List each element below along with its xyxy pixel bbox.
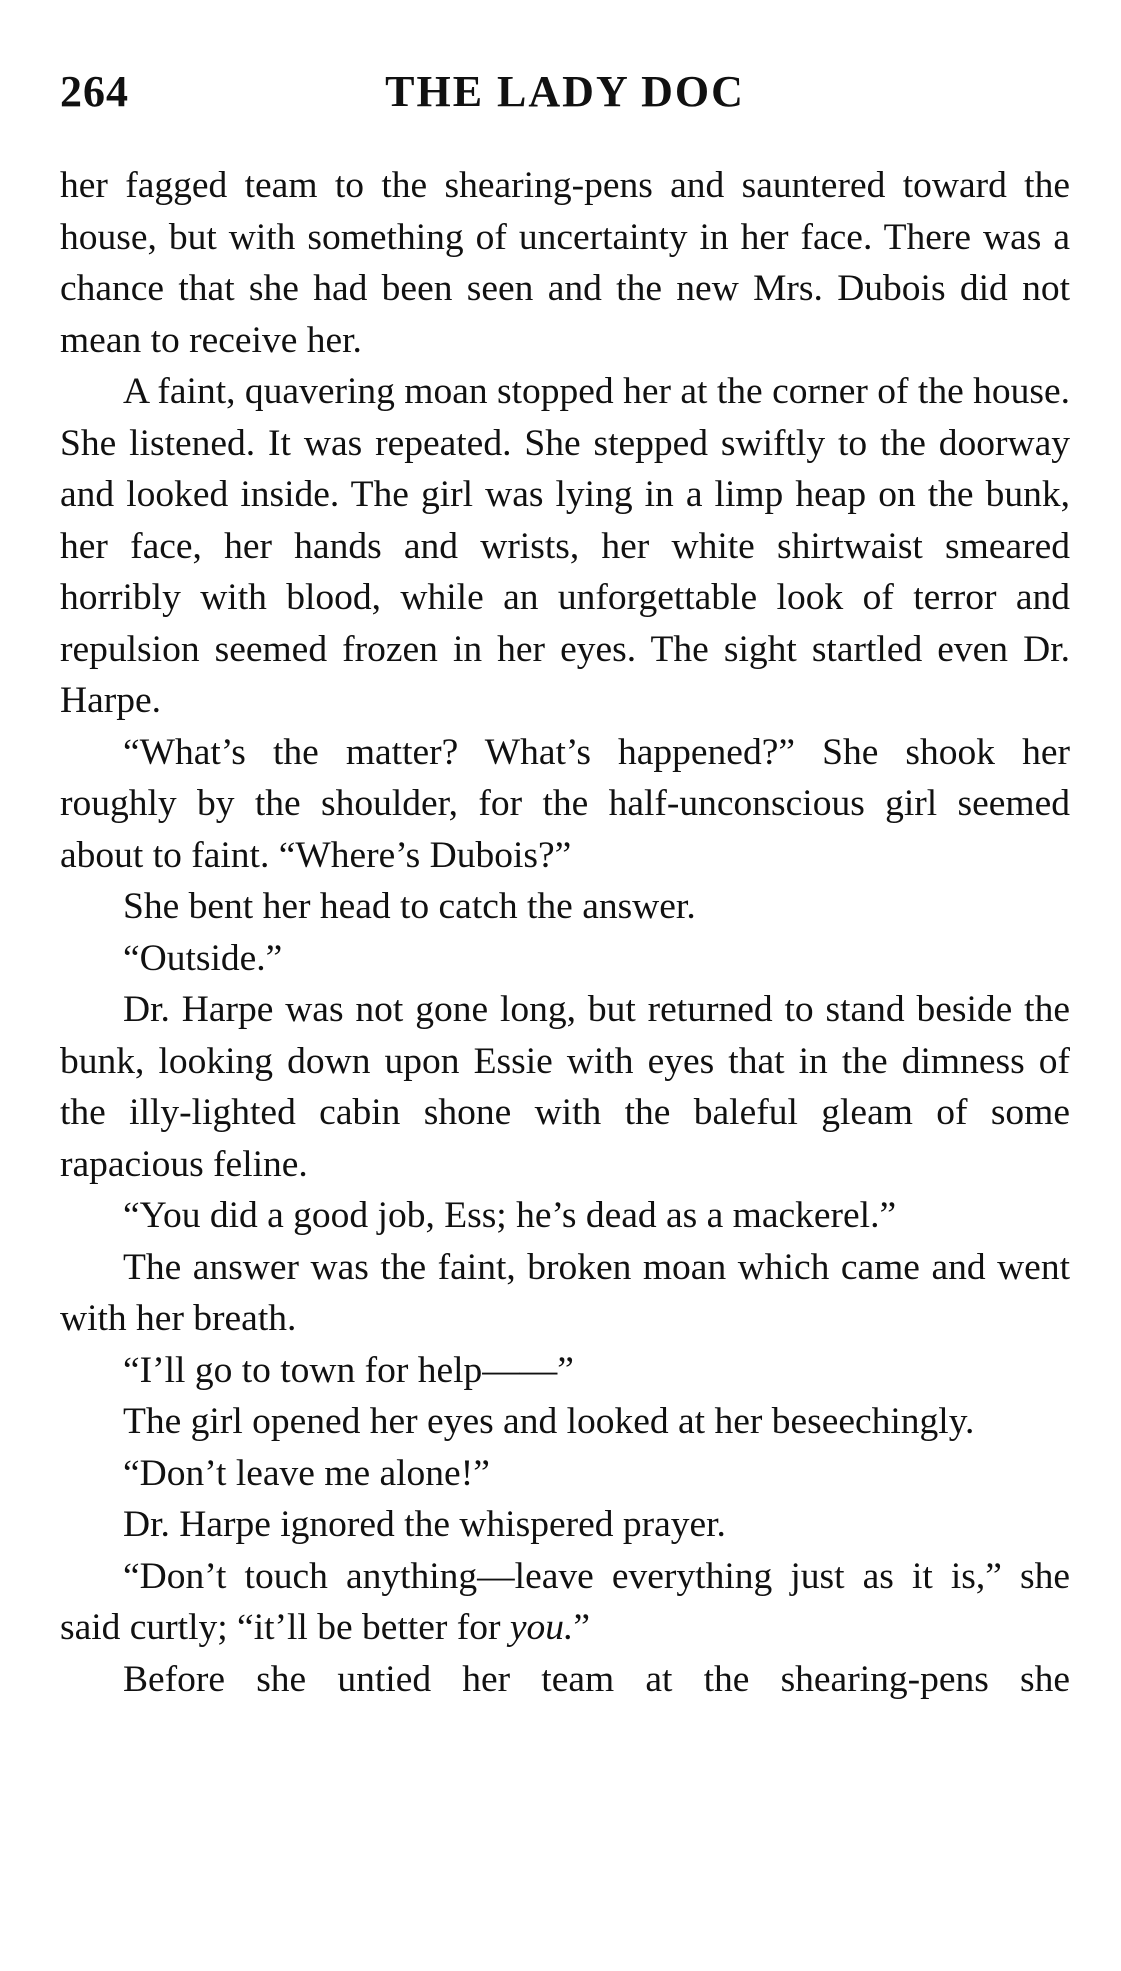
paragraph xyxy=(60,984,1070,1190)
paragraph xyxy=(60,1242,1070,1345)
page-number: 264 xyxy=(60,67,129,116)
paragraph-text: “You did a good job, Ess; he’s dead as a mackerel.” xyxy=(123,1195,897,1236)
paragraph xyxy=(60,881,1070,933)
paragraph xyxy=(60,1654,1070,1706)
running-head xyxy=(60,66,1070,122)
paragraph-text: “What’s the matter? What’s happened?” She shook her roughly by the shoulder, for the half-unconscious girl seemed about to faint. “Where’s Dubois?” xyxy=(60,731,1070,876)
paragraph xyxy=(60,1448,1070,1500)
paragraph-text: Dr. Harpe ignored the whispered prayer. xyxy=(123,1504,726,1545)
paragraph-text: “Don’t leave me alone!” xyxy=(123,1452,490,1494)
paragraph xyxy=(60,1190,1070,1242)
paragraph-text: ” xyxy=(573,1607,591,1648)
paragraph xyxy=(60,933,1070,985)
running-title: THE LADY DOC xyxy=(385,67,745,116)
body-text xyxy=(60,160,1070,1705)
paragraph xyxy=(60,1551,1070,1654)
paragraph-text: her fagged team to the shearing-pens and sauntered toward the house, but with something of uncertainty in her face. There was a chance that she had been seen and the new Mrs. Dubois did not mean to receive her. xyxy=(60,165,1070,361)
paragraph-text: The girl opened her eyes and looked at her beseechingly. xyxy=(123,1401,975,1442)
paragraph-text: She bent her head to catch the answer. xyxy=(123,886,696,927)
paragraph-text: A faint, quavering moan stopped her at the corner of the house. She listened. It was repeated. She stepped swiftly to the doorway and looked inside. The girl was lying in a limp heap on the bunk, her face, her hands and wrists, her white shirtwaist smeared horribly with blood, while an unforgettable look of terror and repulsion seemed frozen in her eyes. The sight startled even Dr. Harpe. xyxy=(60,371,1070,721)
paragraph-text: “Outside.” xyxy=(123,937,283,979)
paragraph xyxy=(60,1345,1070,1397)
paragraph-text: Dr. Harpe was not gone long, but returned to stand beside the bunk, looking down upon Essie with eyes that in the dimness of the illy-lighted cabin shone with the baleful gleam of some rapacious feline. xyxy=(60,989,1070,1185)
paragraph-text-italic: you. xyxy=(509,1607,574,1648)
paragraph xyxy=(60,1396,1070,1448)
paragraph xyxy=(60,366,1070,727)
paragraph-text: Before she untied her team at the shearing-pens she xyxy=(123,1658,1070,1700)
paragraph-text: “I’ll go to town for help——” xyxy=(123,1349,574,1391)
paragraph xyxy=(60,727,1070,882)
paragraph xyxy=(60,1499,1070,1551)
paragraph-text: “Don’t touch anything—leave everything just as it is,” she said curtly; “it’ll be better for xyxy=(60,1555,1070,1648)
paragraph xyxy=(60,160,1070,366)
paragraph-text: The answer was the faint, broken moan which came and went with her breath. xyxy=(60,1246,1070,1339)
